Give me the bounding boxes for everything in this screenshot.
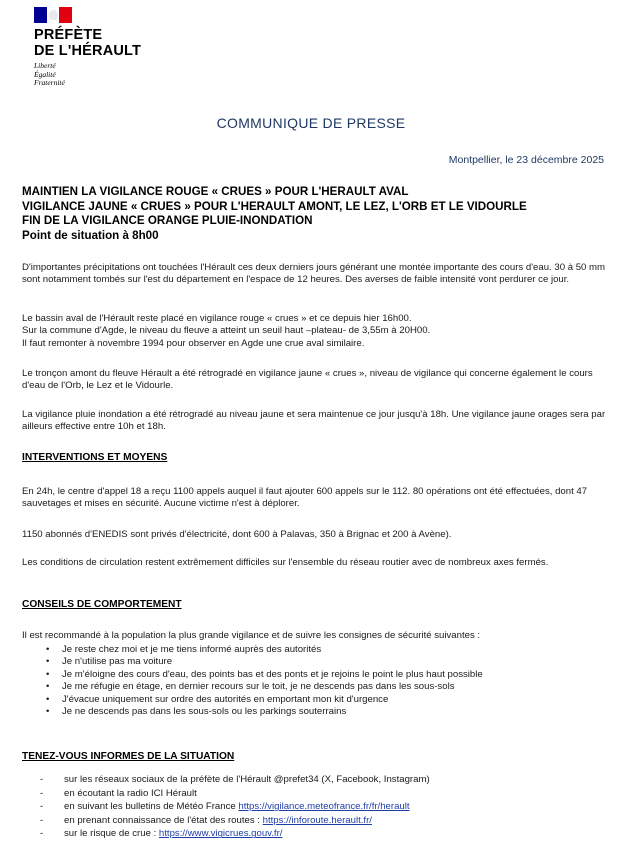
advice-item: • Je me réfugie en étage, en dernier recours sur le toit, je ne descends pas dans les sous-sols [46, 681, 483, 693]
paragraph-amont: Le tronçon amont du fleuve Hérault a été rétrogradé en vigilance jaune « crues », niveau de vigilance qui concerne également le cours d'eau de l'Orb, le Lez et le Vidourle. [22, 368, 593, 392]
info-item: - sur les réseaux sociaux de la préfète de l'Hérault @prefet34 (X, Facebook, Instagram) [40, 773, 430, 787]
headline-4: Point de situation à 8h00 [22, 228, 159, 242]
motto-egalite: Égalité [34, 69, 56, 79]
advice-item: • Je reste chez moi et je me tiens informé auprès des autorités [46, 644, 483, 656]
prefecture-name [34, 27, 141, 59]
headline-2: VIGILANCE JAUNE « CRUES » POUR L'HERAULT AMONT, LE LEZ, L'ORB ET LE VIDOURLE [22, 199, 527, 213]
paragraph-precipitations: D'importantes précipitations ont touchées l'Hérault ces deux derniers jours générant une montée importante des cours d'eau. 30 à 50 mm sont notamment tombés sur l'est du département en l'espace de 12 heures. Des averses de faible intensité vont perdurer ce jour. [22, 262, 606, 286]
document-title: COMMUNIQUE DE PRESSE [216, 115, 406, 131]
info-text: en prenant connaissance de l'état des routes : [64, 814, 263, 826]
prefecture-line-1: PRÉFÈTE [34, 27, 103, 43]
paragraph-line: Sur la commune d'Agde, le niveau du fleuve a atteint un seuil haut –plateau- de 3,55m à 20H00. [22, 325, 431, 337]
advice-item: • Je m'éloigne des cours d'eau, des points bas et des ponts et je rejoins le point le plus haut possible [46, 669, 483, 681]
info-text: sur le risque de crue : [64, 828, 159, 840]
paragraph-pluie-inondation: La vigilance pluie inondation a été rétrogradé au niveau jaune et sera maintenue ce jour jusqu'à 18h. Une vigilance jaune orages sera par ailleurs effective entre 10h et 18h. [22, 409, 606, 433]
section-conseils: CONSEILS DE COMPORTEMENT [22, 599, 182, 610]
inforoute-link[interactable]: https://inforoute.herault.fr/ [262, 814, 372, 826]
headline-block [22, 185, 527, 243]
info-item [40, 814, 430, 828]
advice-item: • Je ne descends pas dans les sous-sols ou les parkings souterrains [46, 706, 483, 718]
section-interventions: INTERVENTIONS ET MOYENS [22, 452, 168, 463]
prefecture-line-2: DE L'HÉRAULT [34, 43, 142, 59]
motto-fraternite: Fraternité [34, 78, 65, 88]
info-item [40, 827, 430, 841]
info-item [40, 800, 430, 814]
paragraph-bassin-aval [22, 313, 607, 350]
advice-item: • J'évacue uniquement sur ordre des autorités en emportant mon kit d'urgence [46, 694, 483, 706]
info-item: - en écoutant la radio ICI Hérault [40, 787, 430, 801]
paragraph-appels: En 24h, le centre d'appel 18 a reçu 1100 appels auquel il faut ajouter 600 appels sur le 112. 80 opérations ont été effectuées, dont 47 sauvetages et mises en sécurité. Aucune victime n'est à déplorer. [22, 486, 588, 510]
republic-flag-logo [34, 7, 72, 23]
headline-3: FIN DE LA VIGILANCE ORANGE PLUIE-INONDATION [22, 214, 313, 227]
republic-motto [34, 62, 65, 88]
paragraph-line: Il faut remonter à novembre 1994 pour observer en Agde une crue aval similaire. [22, 337, 365, 349]
advice-list [46, 644, 483, 718]
info-text: en suivant les bulletins de Météo France [64, 801, 239, 813]
section-informes: TENEZ-VOUS INFORMES DE LA SITUATION [22, 751, 235, 762]
paragraph-recommandation: Il est recommandé à la population la plus grande vigilance et de suivre les consignes de sécurité suivantes : [22, 630, 481, 641]
advice-item: • Je n'utilise pas ma voiture [46, 656, 483, 668]
paragraph-line: Le bassin aval de l'Hérault reste placé en vigilance rouge « crues » et ce depuis hier 16h00. [22, 313, 412, 324]
paragraph-enedis: 1150 abonnés d'ENEDIS sont privés d'électricité, dont 600 à Palavas, 350 à Brignac et 200 à Avène). [22, 529, 452, 540]
paragraph-circulation: Les conditions de circulation restent extrêmement difficiles sur l'ensemble du réseau routier avec de nombreux axes fermés. [22, 557, 549, 568]
motto-liberte: Liberté [34, 61, 56, 70]
vigicrues-link[interactable]: https://www.vigicrues.gouv.fr/ [158, 828, 283, 840]
info-list [40, 773, 430, 841]
document-date: Montpellier, le 23 décembre 2025 [448, 154, 604, 166]
meteofrance-link[interactable]: https://vigilance.meteofrance.fr/fr/herault [238, 801, 410, 813]
headline-1: MAINTIEN LA VIGILANCE ROUGE « CRUES » POUR L'HERAULT AVAL [22, 185, 409, 198]
